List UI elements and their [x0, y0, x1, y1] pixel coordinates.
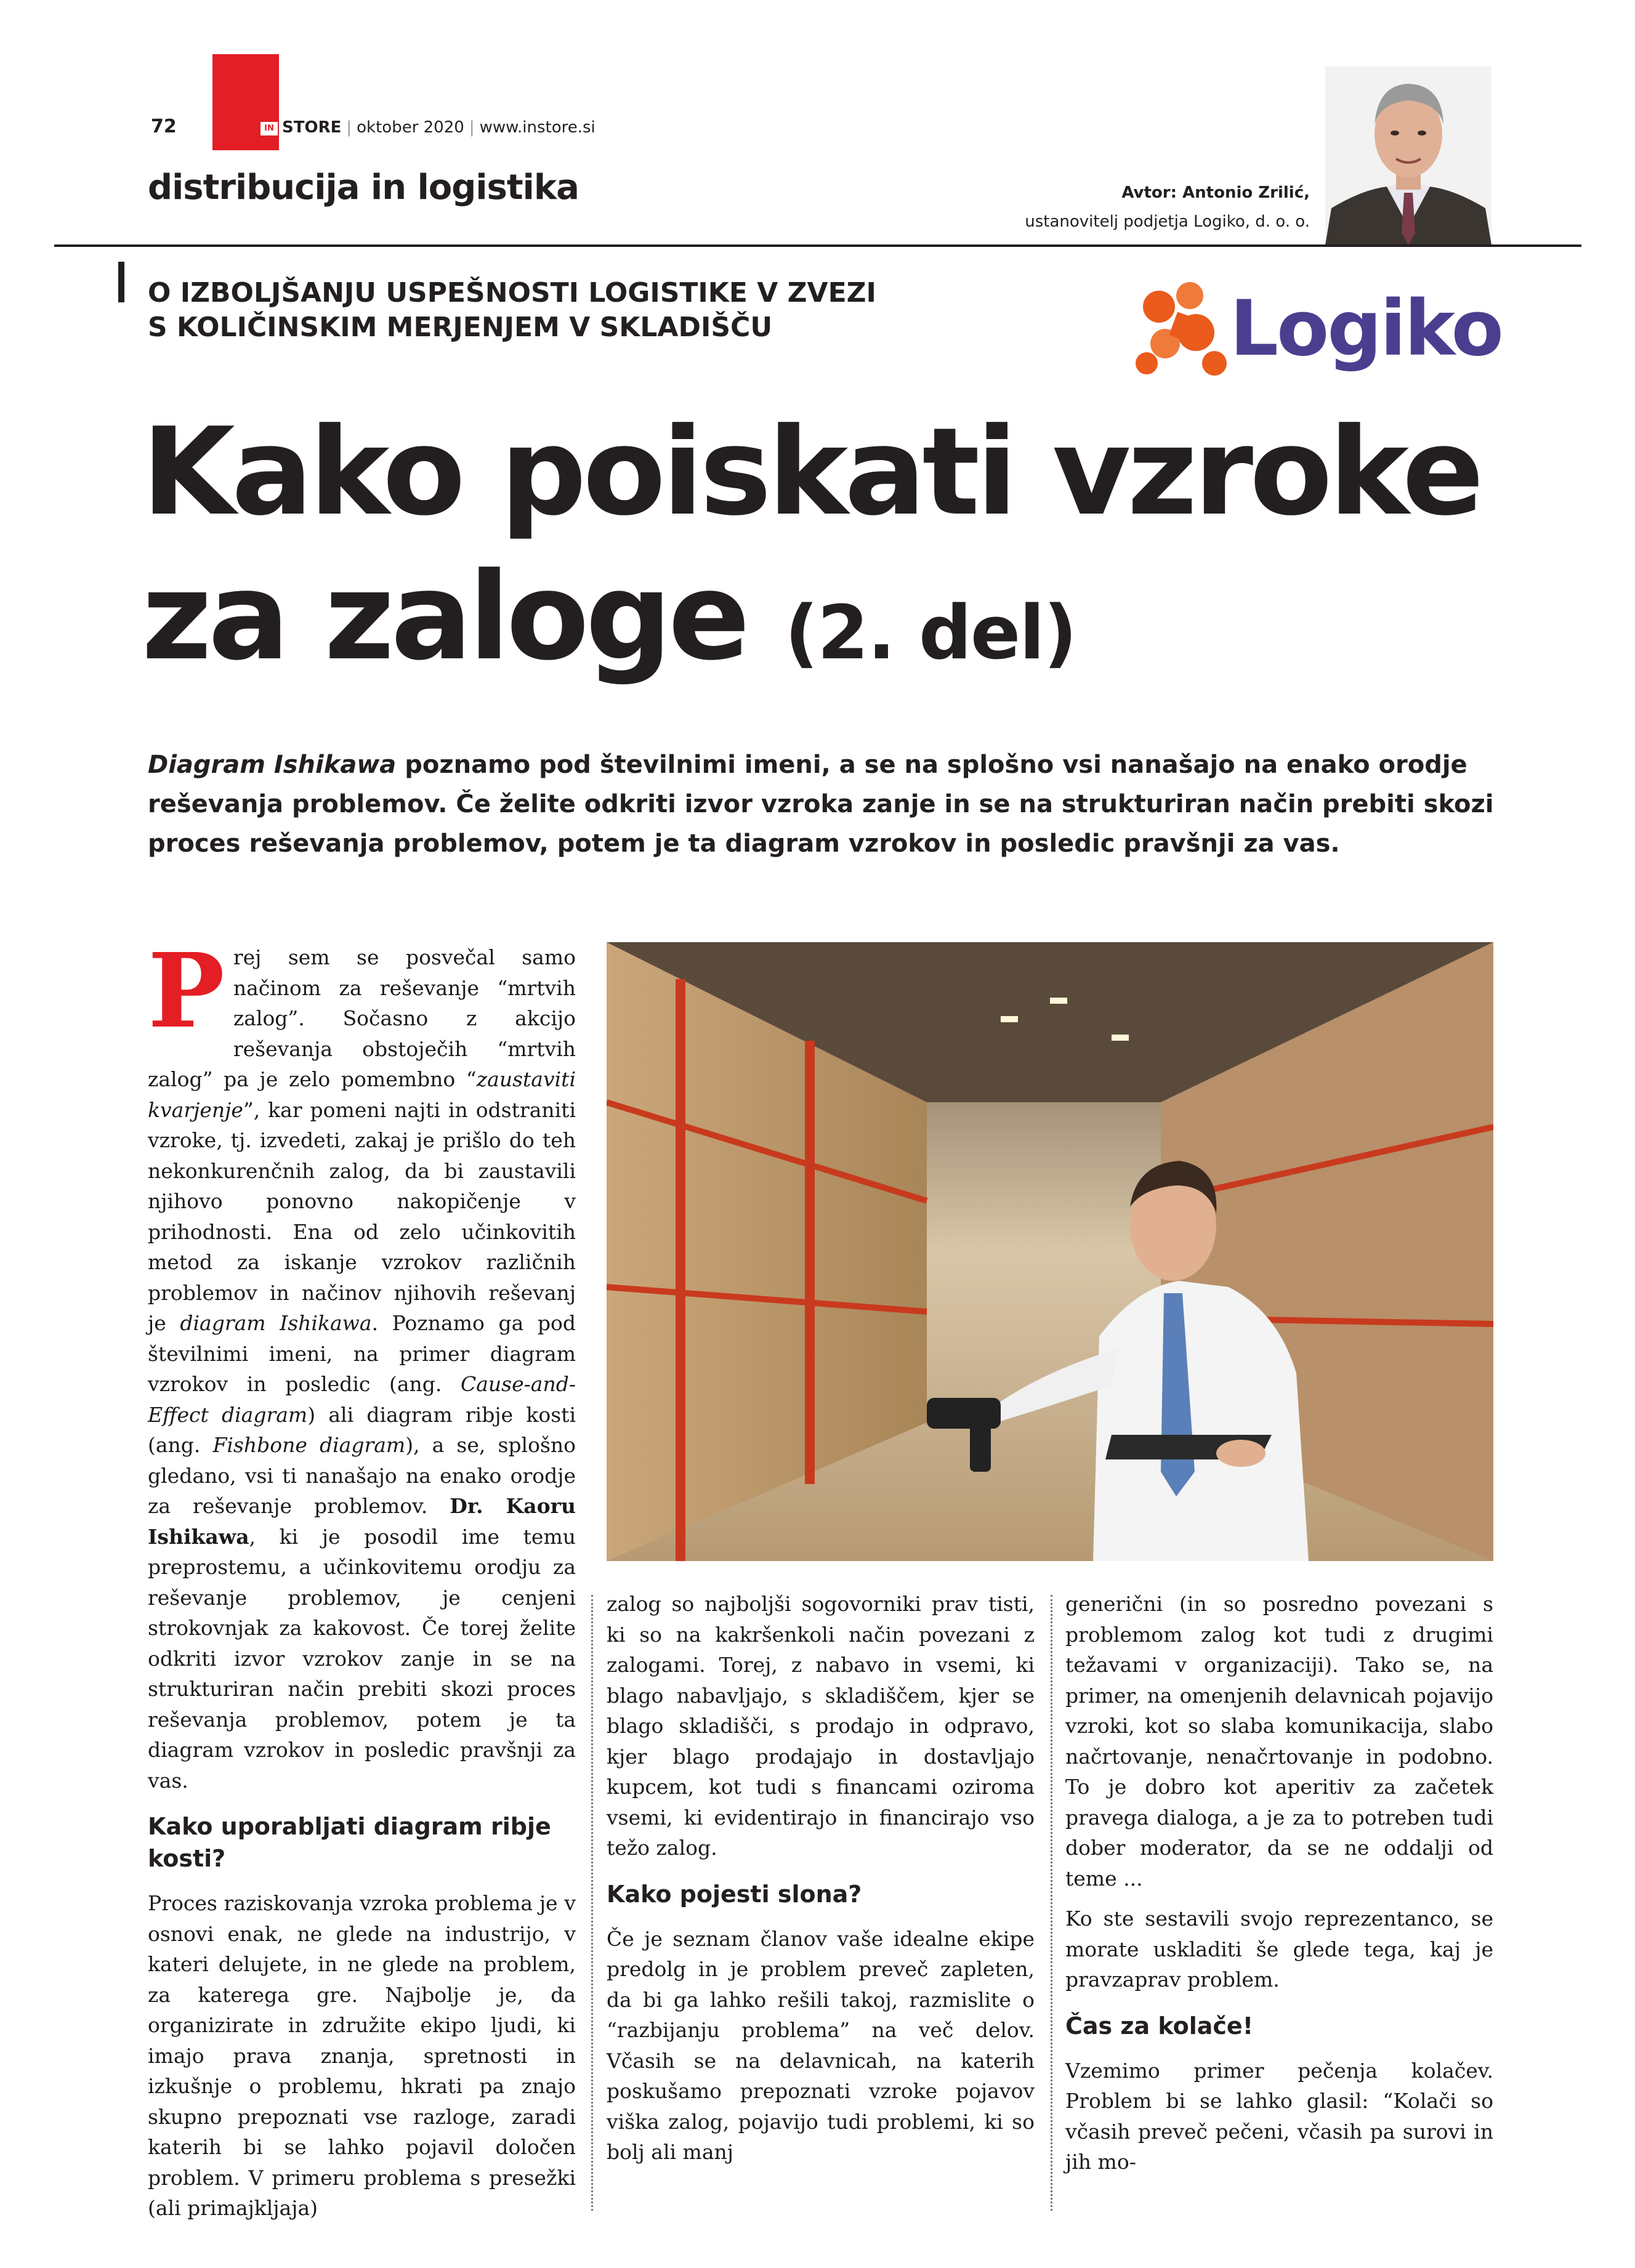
page-number: 72 — [151, 116, 177, 137]
kicker-bar — [118, 262, 124, 302]
subheading: Čas za kolače! — [1065, 2012, 1254, 2040]
text-run: diagram Ishikawa — [180, 1311, 372, 1335]
author-role: ustanovitelj podjetja Logiko, d. o. o. — [1025, 212, 1310, 231]
body-column-1 — [148, 931, 576, 2234]
section-title: distribucija in logistika — [148, 167, 579, 208]
magazine-brand: STORE — [282, 118, 342, 137]
body-paragraph: Vzemimo primer pečenja kolačev. Problem bi se lahko glasil: “Kolači so včasih preveč pečeni, včasih pa surovi in jih mo- — [1065, 2058, 1493, 2174]
header-separator: | — [469, 118, 475, 137]
body-paragraph: Ko ste sestavili svojo reprezentanco, se morate uskladiti še glede tega, kaj je pravzaprav problem. — [1065, 1907, 1493, 1992]
body-paragraph — [148, 931, 576, 1796]
kicker-line: O IZBOLJŠANJU USPEŠNOSTI LOGISTIKE V ZVEZI — [148, 277, 876, 309]
author-name: Avtor: Antonio Zrilić, — [1121, 184, 1310, 202]
subheading: Kako uporabljati diagram ribje kosti? — [148, 1813, 551, 1872]
headline-line: Kako poiskati vzroke — [142, 402, 1480, 543]
text-run: Dr. Kaoru Ishikawa — [148, 1494, 576, 1549]
text-run: zaustaviti kvarjenje — [148, 1067, 576, 1122]
article-headline — [142, 400, 1527, 706]
body-paragraph: Proces raziskovanja vzroka problema je v osnovi enak, ne glede na industrijo, v kateri delujete, in ne glede na problem, za katerega gre. Najbolje je, da organizirate in združite ekipo ljudi, ki imajo prava znanja, spretnosti in izkušnje o problemu, hkrati pa znajo skupno prepoznati vse razloge, zaradi katerih bi se lahko pojavil določen problem. V primeru problema s presežki (ali primajkljaja) — [148, 1891, 576, 2220]
lead-text: poznamo pod številnimi imeni, a se na splošno vsi nanašajo na enako orodje reševanja problemov. Če želite odkriti izvor vzroka zanje in se na strukturiran način prebiti skozi proces reševanja problemov, potem je ta diagram vzrokov in posledic pravšnji za vas. — [148, 751, 1494, 858]
text-run: ), a se, splošno gledano, vsi ti nanašajo na enako orodje za reševanje problemov. — [148, 1433, 576, 1518]
article-lead — [148, 745, 1503, 863]
body-column-2 — [607, 1589, 1035, 2177]
column-divider — [1051, 1595, 1052, 2211]
header-rule — [54, 244, 1581, 247]
running-header — [282, 118, 595, 137]
text-run: rej sem se posvečal samo načinom za reševanje “mrtvih zalog”. Sočasno z akcijo reševanja obstoječih “mrtvih zalog” pa je zelo pomembno “ — [148, 945, 576, 1091]
logo-wordmark: Logiko — [1230, 285, 1502, 373]
headline-line — [142, 545, 1527, 706]
website: www.instore.si — [479, 118, 595, 137]
logiko-logo — [1122, 271, 1504, 388]
body-paragraph: Če je seznam članov vaše idealne ekipe predolg in je problem preveč zapleten, da bi ga lahko rešili takoj, razmislite o “razbijanju problema” na več delov. Včasih se na delavnicah, na katerih poskušamo prepoznati vzroke pojavov viška zalog, pojavijo tudi problemi, ki so bolj ali manj — [607, 1926, 1035, 2164]
issue-date: oktober 2020 — [357, 118, 464, 137]
body-column-3 — [1065, 1589, 1493, 2187]
warehouse-photo — [607, 942, 1493, 1561]
text-run: , ki je posodil ime temu preprostemu, a učinkovitemu orodju za reševanje problemov, je cenjeni strokovnjak za kakovost. Če torej želite odkriti izvor vzrokov zanje in se na strukturiran način prebiti skozi proces reševanja problemov, potem je ta diagram vzrokov in posledic pravšnji za vas. — [148, 1524, 576, 1793]
subheading: Kako pojesti slona? — [607, 1880, 862, 1908]
text-run: Cause-and-Effect diagram — [148, 1372, 576, 1427]
drop-cap: P — [148, 931, 225, 1051]
article-kicker — [148, 276, 1072, 345]
text-run: . Poznamo ga pod številnimi imeni, na primer diagram vzrokov in posledic (ang. — [148, 1311, 576, 1396]
headline-part: (2. del) — [785, 591, 1076, 676]
body-paragraph: zalog so najboljši sogovorniki prav tisti, ki so na kakršenkoli način povezani z zalogami. Torej, z nabavo in vsemi, ki blago nabavljajo, s skladiščem, kjer se blago skladišči, s prodajo in odpravo, kjer blago prodajajo in dostavljajo kupcem, kot tudi s financami oziroma vsemi, ki evidentirajo in financirajo vso težo zalog. — [607, 1592, 1035, 1860]
header-separator: | — [346, 118, 352, 137]
author-portrait — [1325, 67, 1492, 245]
text-run: Fishbone diagram — [212, 1433, 406, 1457]
text-run: ) ali diagram ribje kosti (ang. — [148, 1402, 576, 1457]
text-run: ”, kar pomeni najti in odstraniti vzroke, tj. izvedeti, zakaj je prišlo do teh nekonkurenčnih zalog, da bi zaustavili njihovo ponovno nakopičenje v prihodnosti. Ena od zelo učinkovitih metod za iskanje vzrokov različnih problemov in načinov njihovih reševanj je — [148, 1097, 576, 1335]
kicker-line: S KOLIČINSKIM MERJENJEM V SKLADIŠČU — [148, 312, 773, 343]
lead-italic: Diagram Ishikawa — [148, 751, 397, 779]
magazine-badge: IN — [260, 122, 278, 135]
headline-text: za zaloge — [142, 547, 746, 687]
magazine-red-tab — [212, 54, 279, 150]
body-paragraph: generični (in so posredno povezani s problemom zalog kot tudi z drugimi težavami v organizaciji). Tako se, na primer, na omenjenih delavnicah pojavijo vzroki, kot so slaba komunikacija, slabo načrtovanje, nenačrtovanje in podobno. To je dobro kot aperitiv za začetek pravega dialoga, a je za to potreben tudi dober moderator, da se ne oddalji od teme ... — [1065, 1592, 1493, 1891]
column-divider — [591, 1595, 593, 2211]
